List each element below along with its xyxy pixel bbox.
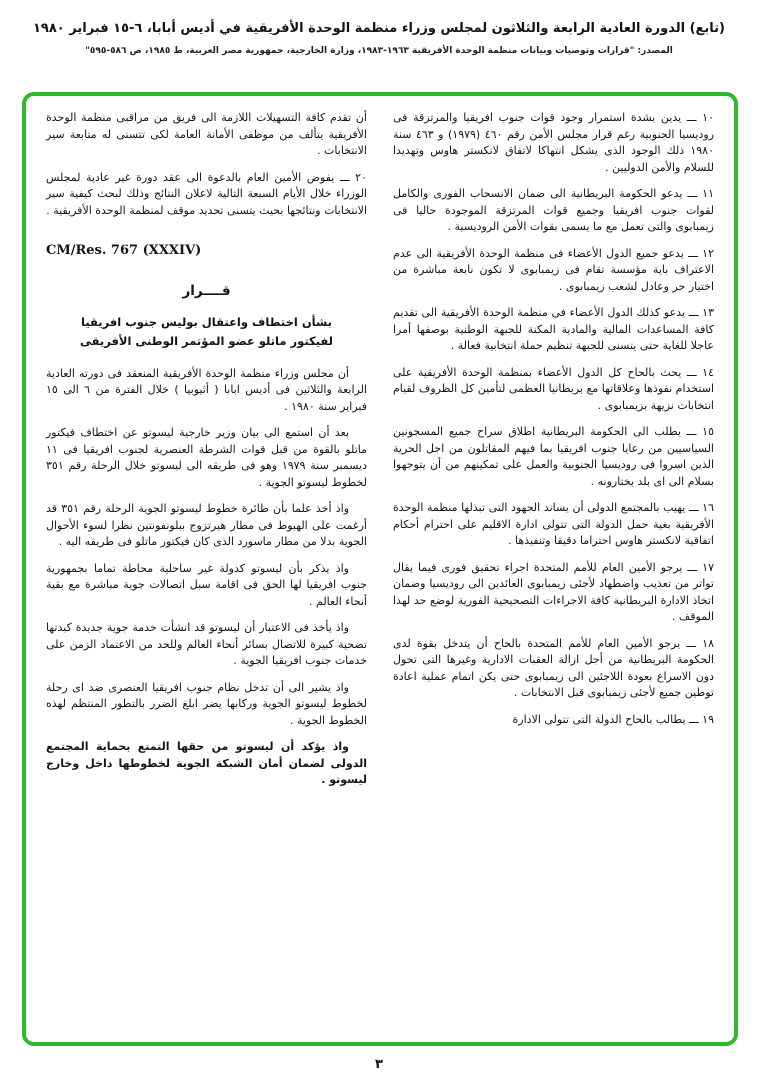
resolution-clause-11: ١١ ـــ يدعو الحكومة البريطانية الى ضمان الانسحاب الفورى والكامل لقوات جنوب افريقيا وجميع قوات المرتزقة الموجودة حاليا فى زيمبابوى والتى تعمل مع ما يسمى بقوات الأمن الروديسية . <box>393 187 714 233</box>
resolution-subtitle <box>46 313 367 352</box>
left-column <box>46 110 367 1028</box>
page-number: ٣ <box>375 1057 383 1072</box>
preamble-paragraph-1: أن مجلس وزراء منظمة الوحدة الأفريقية المنعقد فى دورته العادية الرابعة والثلاثين فى أديس ابابا ( أثيوبيا ) خلال الفترة من ٦ الى ١٥ فبراير سنة ١٩٨٠ . <box>46 366 367 413</box>
content-frame <box>22 92 738 1046</box>
preamble-paragraph-3: واذ أخذ علما بأن طائرة خطوط ليسوتو الجوية الرحلة رقم ٣٥١ قد أرغمت على الهبوط فى مطار هيرتزوج ببلونفونتين نظرا لسوء الأحوال الجوية بدلا من مطار ماسورد الذى كان فيكتور ماتلو فى طريقه اليه . <box>46 502 367 549</box>
resolution-clause-10: ١٠ ـــ يدين بشدة استمرار وجود قوات جنوب افريقيا والمرتزقة فى روديسيا الجنوبية رغم قرار مجلس الأمن رقم ٤٦٠ (١٩٧٩) و ٤٦٣ سنة ١٩٨٠ ذلك الوجود الذى يشكل انتهاكا لاتفاق لانكستر هاوس وتهديدا للسلام والأمن الدوليين . <box>393 111 715 174</box>
preamble-paragraph-5: واذ يأخذ فى الاعتبار أن ليسوتو قد انشأت خدمة جوية جديدة كبدتها تضحية كبيرة للاتصال بسائر أنحاء العالم وللحد من الاعتماد الزمن على خدمات جنوب افريقيا الجوية . <box>46 621 367 668</box>
resolution-clause-19: ١٩ ـــ يطالب بالحاح الدولة التى تتولى الادارة <box>512 712 714 726</box>
header-title: (تابع) الدورة العادية الرابعة والثلاثون لمجلس وزراء منظمة الوحدة الأفريقية في أديس أبابا، ٦-١٥ فبراير ١٩٨٠ <box>33 21 725 36</box>
resolution-subtitle-line2: لفيكتور ماتلو عضو المؤتمر الوطنى الأفريقى <box>80 334 333 349</box>
header-source: المصدر: "قرارات وتوصيات وبيانات منظمة الوحدة الأفريقية ١٩٦٣-١٩٨٣، وزارة الخارجية، جمهورية مصر العربية، ط ١٩٨٥، ص ٥٨٦-٥٩٥" <box>85 46 673 57</box>
right-column <box>393 110 714 1028</box>
resolution-clause-13: ١٣ ـــ يدعو كذلك الدول الأعضاء فى منظمة الوحدة الأفريقية الى تقديم كافة المساعدات المالية والمادية المكنة للجبهة الوطنية بوصفها أمرا عاجلا للغاية حتى يتسنى للجبهة تنظيم حملة انتخابية فعالة . <box>393 306 714 352</box>
page-header <box>14 20 744 56</box>
resolution-clause-16: ١٦ ـــ يهيب بالمجتمع الدولى أن يساند الجهود التى تبذلها منظمة الوحدة الأفريقية بغية حمل الدولة التى تتولى ادارة الاقليم على احترام أحكام اتفاقية لانكستر هاوس احتراما دقيقا وتنفيذها . <box>393 501 714 547</box>
preamble-paragraph-7: واذ يؤكد أن ليسوتو من حقها التمتع بحماية المجتمع الدولى لضمان أمان الشبكة الجوية لخطوطها داخل وخارج ليسوتو . <box>46 740 367 787</box>
resolution-clause-18: ١٨ ـــ يرجو الأمين العام للأمم المتحدة بالحاح أن يتدخل بقوة لدى الحكومة البريطانية من أجل ازالة العقبات الادارية وغيرها التى تحول دون الاسراع بعودة اللاجئين الى زيمبابوى حتى يكن اتمام عملية اعادة توطين جميع لأجئى زيمبابوى قبل الانتخابات . <box>393 636 714 699</box>
resolution-clause-19-continuation: أن تقدم كافة التسهيلات اللازمة الى فريق من مراقبى منظمة الوحدة الأفريقية يتألف من موظفى الأمانة العامة لكى تتسنى له متابعة سير الانتخابات . <box>46 111 367 157</box>
preamble-paragraph-2: بعد أن استمع الى بيان وزير خارجية ليسوتو عن اختطاف فيكتور ماتلو بالقوة من قبل قوات الشرطة العنصرية لجنوب افريقيا فى ١١ ديسمبر سنة ١٩٧٩ وهو فى طريقه الى ليسوتو خلال الرحلة رقم ٣٥١ لخطوط ليسوتو الجوية . <box>46 426 367 489</box>
resolution-clause-12: ١٢ ـــ يدعو جميع الدول الأعضاء فى منظمة الوحدة الأفريقية الى عدم الاعتراف باية مؤسسة تقام فى زيمبابوى لا تكون نابعة مباشرة من اختيار حر وعادل لشعب زيمبابوى . <box>393 246 714 293</box>
resolution-subtitle-line1: بشأن اختطاف واعتقال بوليس جنوب افريقيا <box>81 314 332 329</box>
resolution-clause-17: ١٧ ـــ يرجو الأمين العام للأمم المتحدة اجراء تحقيق فورى فيما يقال تواتر من تعذيب واضطهاد لأجئى زيمبابوى العائدين الى روديسيا وضمان اتخاذ الادارة البريطانية كافة الاجراءات التصحيحية الفورية لوضع حد لهذا الموقف . <box>393 560 714 623</box>
two-column-text <box>46 110 714 1028</box>
resolution-clause-15: ١٥ ـــ يطلب الى الحكومة البريطانية اطلاق سراح جميع المسجونين السياسيين من رعايا جنوب افريقيا بما فيهم المقاتلون من اجل الحرية الذين اسروا فى روديسيا الجنوبية والعمل على تمكينهم من أن يتوجهوا بسلام الى اى بلد يختارونه . <box>393 425 714 488</box>
resolution-title: قــــرار <box>182 282 231 299</box>
resolution-clause-20: ٢٠ ـــ يفوض الأمين العام بالدعوة الى عقد دورة غير عادية لمجلس الوزراء خلال الأيام السبعة التالية لاعلان النتائج وذلك لبحث كيفية سير الانتخابات ونتائجها بحيث يتسنى تحديد موقف لمنظمة الوحدة الأفريقية . <box>46 170 367 217</box>
preamble-paragraph-6: واذ يشير الى أن تدخل نظام جنوب افريقيا العنصرى ضد اى رحلة لخطوط ليسوتو الجوية وركابها يضر ابلغ الضرر بالتطور المنتظم لهذه الخطوط الجوية . <box>46 680 367 727</box>
resolution-clause-14: ١٤ ـــ يحث بالحاح كل الدول الأعضاء بمنظمة الوحدة الأفريقية على استخدام نفوذها وعلاقاتها مع بريطانيا العظمى لتأمين كل الظروف لقيام انتخابات نزيهة بزيمبابوى . <box>393 365 714 412</box>
preamble-paragraph-4: واذ يذكر بأن ليسوتو كدولة غير ساحلية محاطة تماما بجمهورية جنوب افريقيا لها الحق فى اقامة سبل اتصالات جوية مباشرة مع بقية أنحاء العالم . <box>46 561 367 608</box>
resolution-reference: CM/Res. 767 (XXXIV) <box>46 243 202 258</box>
